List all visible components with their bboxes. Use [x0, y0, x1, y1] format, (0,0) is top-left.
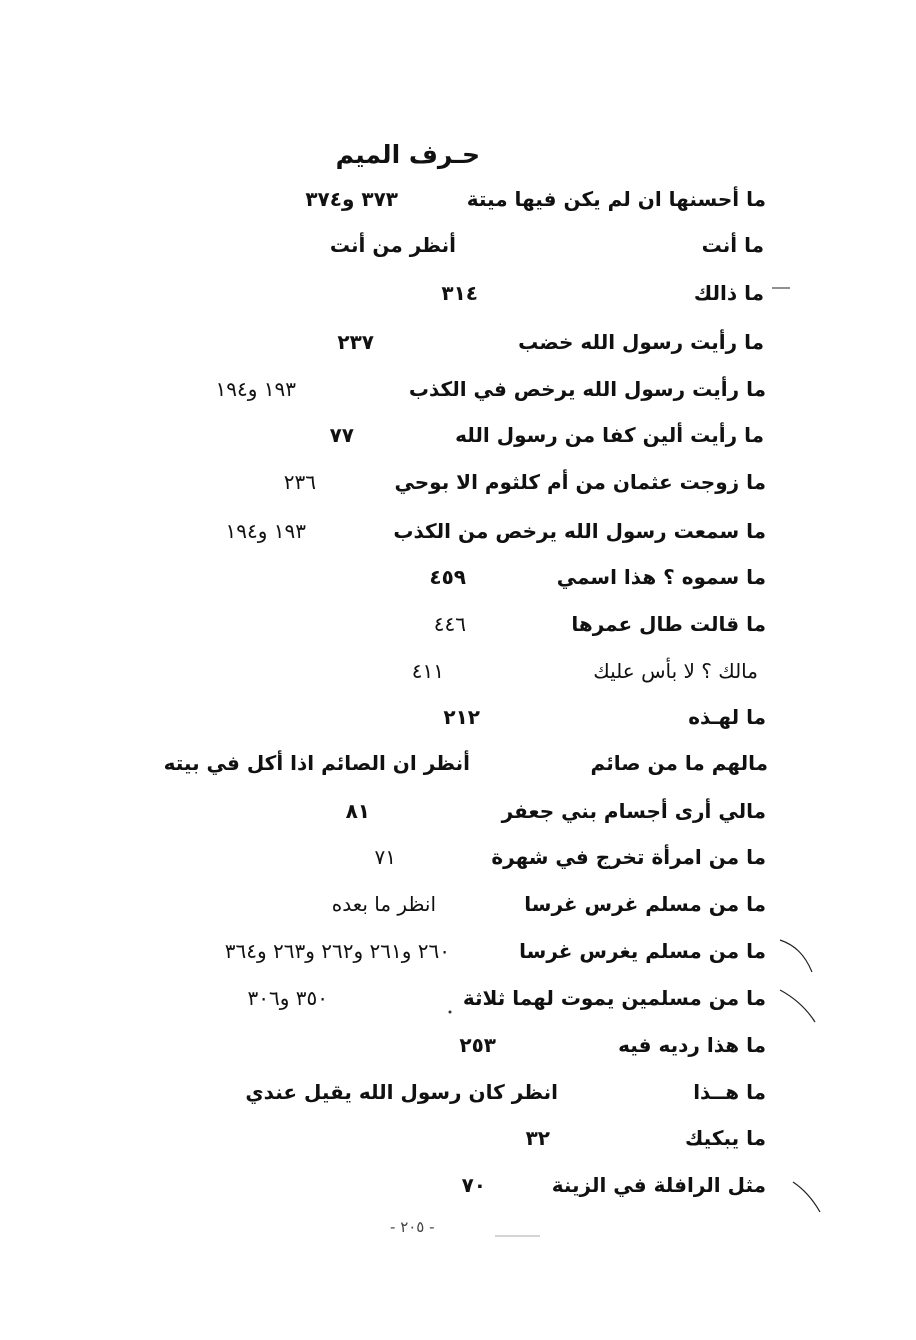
section-heading: حـرف الميم: [335, 140, 480, 169]
entry-reference: ٣١٤: [441, 281, 478, 305]
entry-reference: ٣٧٣ و٣٧٤: [305, 187, 398, 211]
entry-phrase: مالهم ما من صائم: [590, 751, 768, 775]
entry-reference: ٢٥٣: [459, 1033, 496, 1057]
entry-reference: ٤١١: [411, 659, 444, 683]
entry-phrase: ما قالت طال عمرها: [571, 612, 766, 636]
entry-reference: أنظر ان الصائم اذا أكل في بيته: [163, 751, 470, 775]
entry-reference: ٢٦٠ و٢٦١ و٢٦٢ و٢٦٣ و٣٦٤: [224, 939, 450, 963]
entry-reference: ٣٥٠ و٣٠٦: [247, 986, 328, 1010]
entry-phrase: ما أنت: [701, 233, 764, 257]
entry-phrase: ما هذا رديه فيه: [618, 1033, 766, 1057]
margin-stroke: [793, 1182, 820, 1212]
entry-phrase: ما لهـذه: [688, 705, 766, 729]
entry-phrase: مالي أرى أجسام بني جعفر: [501, 799, 766, 823]
entry-reference: ٢٣٧: [337, 330, 374, 354]
entry-reference: ١٩٣ و١٩٤: [215, 377, 296, 401]
entry-phrase: ما أحسنها ان لم يكن فيها ميتة: [466, 187, 766, 211]
entry-phrase: ما يبكيك: [685, 1126, 766, 1150]
entry-phrase: ما ذالك: [693, 281, 764, 305]
entry-phrase: ما زوجت عثمان من أم كلثوم الا بوحي: [394, 470, 766, 494]
entry-phrase: ما من مسلم يغرس غرسا: [519, 939, 766, 963]
entry-reference: ٤٤٦: [433, 612, 466, 636]
margin-stroke: [780, 990, 815, 1022]
entry-reference: ٧١: [374, 845, 396, 869]
entry-phrase: ما هــذا: [693, 1080, 766, 1104]
entry-reference: انظر كان رسول الله يقيل عندي: [245, 1080, 558, 1104]
entry-phrase: مثل الرافلة في الزينة: [551, 1173, 766, 1197]
entry-phrase: ما سمعت رسول الله يرخص من الكذب: [393, 519, 766, 543]
entry-phrase: ما رأيت ألين كفا من رسول الله: [455, 423, 764, 447]
entry-reference: أنظر من أنت: [329, 233, 456, 257]
entry-phrase: ما من امرأة تخرج في شهرة: [491, 845, 766, 869]
entry-reference: ١٩٣ و١٩٤: [225, 519, 306, 543]
entry-reference: ٢١٢: [443, 705, 480, 729]
entry-phrase: ما رأيت رسول الله يرخص في الكذب: [408, 377, 766, 401]
entry-reference: ٧٠: [461, 1173, 486, 1197]
entry-reference: انظر ما بعده: [331, 892, 436, 916]
entry-phrase: ما رأيت رسول الله خضب: [518, 330, 764, 354]
margin-stroke: [780, 940, 812, 972]
entry-reference: ٤٥٩: [429, 565, 466, 589]
entry-phrase: ما سموه ؟ هذا اسمي: [556, 565, 766, 589]
entry-phrase: ما من مسلمين يموت لهما ثلاثة: [462, 986, 766, 1010]
entry-phrase: مالك ؟ لا بأس عليك: [593, 659, 758, 683]
page-number: - ٢٠٥ -: [390, 1218, 435, 1236]
entry-reference: ٨١: [345, 799, 370, 823]
entry-reference: ٢٣٦: [283, 470, 316, 494]
ink-speck: [449, 1011, 452, 1014]
entry-reference: ٣٢: [525, 1126, 550, 1150]
entry-phrase: ما من مسلم غرس غرسا: [524, 892, 766, 916]
entry-reference: ٧٧: [329, 423, 354, 447]
